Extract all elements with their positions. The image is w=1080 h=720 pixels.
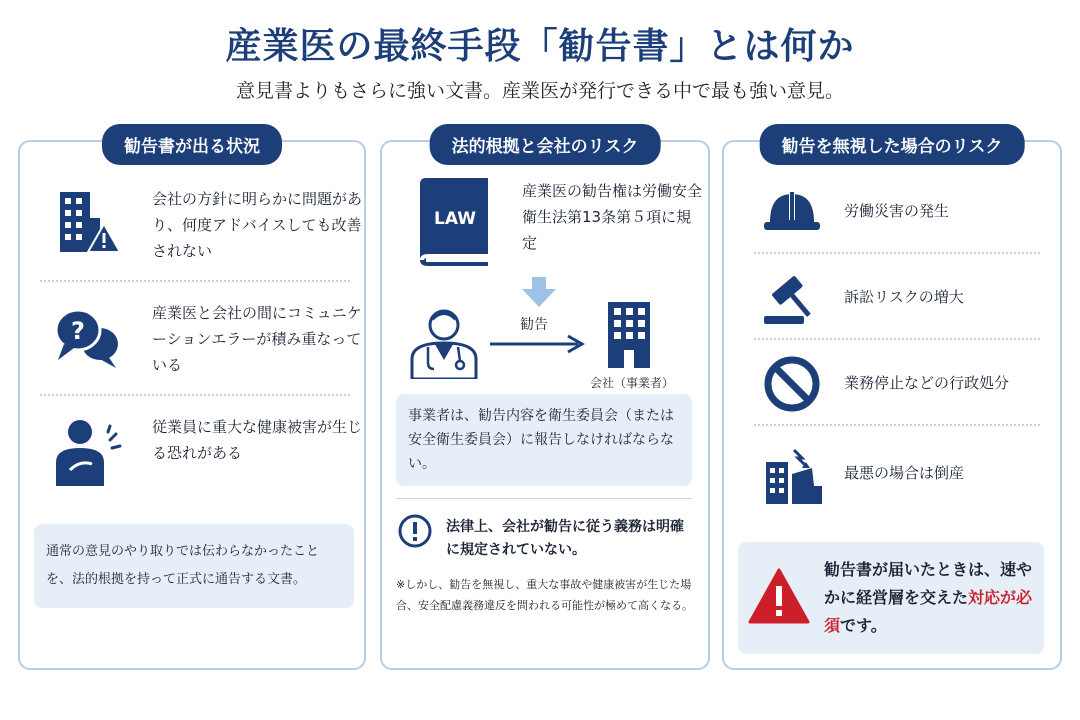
exclamation-circle-icon <box>398 514 432 548</box>
divider <box>754 338 1040 340</box>
alert-text-part2: です。 <box>840 616 887 635</box>
panel-heading: 勧告書が出る状況 <box>102 124 282 165</box>
law-text: 産業医の勧告権は労働安全衛生法第13条第５項に規定 <box>522 182 703 252</box>
question-chat-icon <box>52 302 122 372</box>
panel-situations <box>18 137 366 670</box>
footnote: ※しかし、勧告を無視し、重大な事故や健康被害が生じた場合、安全配慮義務違反を問われる可能性が極めて高くなる。 <box>396 578 693 612</box>
doctor-icon <box>406 307 482 379</box>
alert-text-part1: 勧告書が届いたときは、速やかに経営層を交えた <box>824 560 1033 607</box>
situation-text: 会社の方針に明らかに問題があり、何度アドバイスしても改善されない <box>152 190 363 260</box>
alert-text-emphasis: 対応が必須 <box>824 588 1033 635</box>
prohibited-icon <box>760 354 824 414</box>
summary-note: 通常の意見のやり取りでは伝わらなかったことを、法的根拠を持って正式に通告する文書。 <box>34 524 354 608</box>
divider <box>754 252 1040 254</box>
report-obligation-box: 事業者は、勧告内容を衛生委員会（または安全衛生委員会）に報告しなければならない。 <box>396 394 692 486</box>
panel-legal-basis <box>380 137 710 670</box>
divider <box>40 280 350 282</box>
action-required-box <box>738 542 1044 654</box>
arrow-right-icon <box>488 334 588 354</box>
law-icon-text: LAW <box>434 209 476 229</box>
situation-item <box>40 292 362 392</box>
divider <box>40 394 350 396</box>
panel-heading: 勧告を無視した場合のリスク <box>760 124 1025 165</box>
building-warning-icon <box>52 188 122 258</box>
risk-item <box>748 258 1040 338</box>
company-building-icon <box>604 300 654 368</box>
svg-text:?: ? <box>71 317 85 345</box>
divider <box>754 424 1040 426</box>
risk-label: 業務停止などの行政処分 <box>844 374 1010 392</box>
situation-item <box>40 406 363 506</box>
situation-text: 従業員に重大な健康被害が生じる恐れがある <box>152 418 363 462</box>
arrow-down-icon <box>522 277 556 307</box>
risk-label: 最悪の場合は倒産 <box>844 464 965 482</box>
person-health-icon <box>52 416 122 486</box>
divider <box>396 498 692 499</box>
action-required-text <box>824 556 1038 640</box>
law-book-icon <box>412 176 492 268</box>
risk-label: 訴訟リスクの増大 <box>844 288 964 306</box>
page-subtitle: 意見書よりもさらに強い文書。産業医が発行できる中で最も強い意見。 <box>235 80 844 102</box>
risk-item <box>748 344 1040 424</box>
page-title: 産業医の最終手段「勧告書」とは何か <box>225 26 855 67</box>
collapsing-building-icon <box>760 444 824 504</box>
kankoku-label: 勧告 <box>520 317 548 333</box>
risk-item <box>748 172 1040 252</box>
situation-text: 産業医と会社の間にコミュニケーションエラーが積み重なっている <box>152 304 362 374</box>
situation-item <box>40 178 363 278</box>
warning-triangle-icon <box>748 568 810 624</box>
company-label: 会社（事業者） <box>590 376 675 390</box>
hard-hat-icon <box>760 182 824 242</box>
risk-label: 労働災害の発生 <box>844 202 950 220</box>
panel-risks <box>722 137 1062 670</box>
panel-heading: 法的根拠と会社のリスク <box>430 124 661 165</box>
duty-text: 法律上、会社が勧告に従う義務は明確に規定されていない。 <box>446 519 684 558</box>
gavel-icon <box>760 268 824 328</box>
risk-item <box>748 434 1040 514</box>
